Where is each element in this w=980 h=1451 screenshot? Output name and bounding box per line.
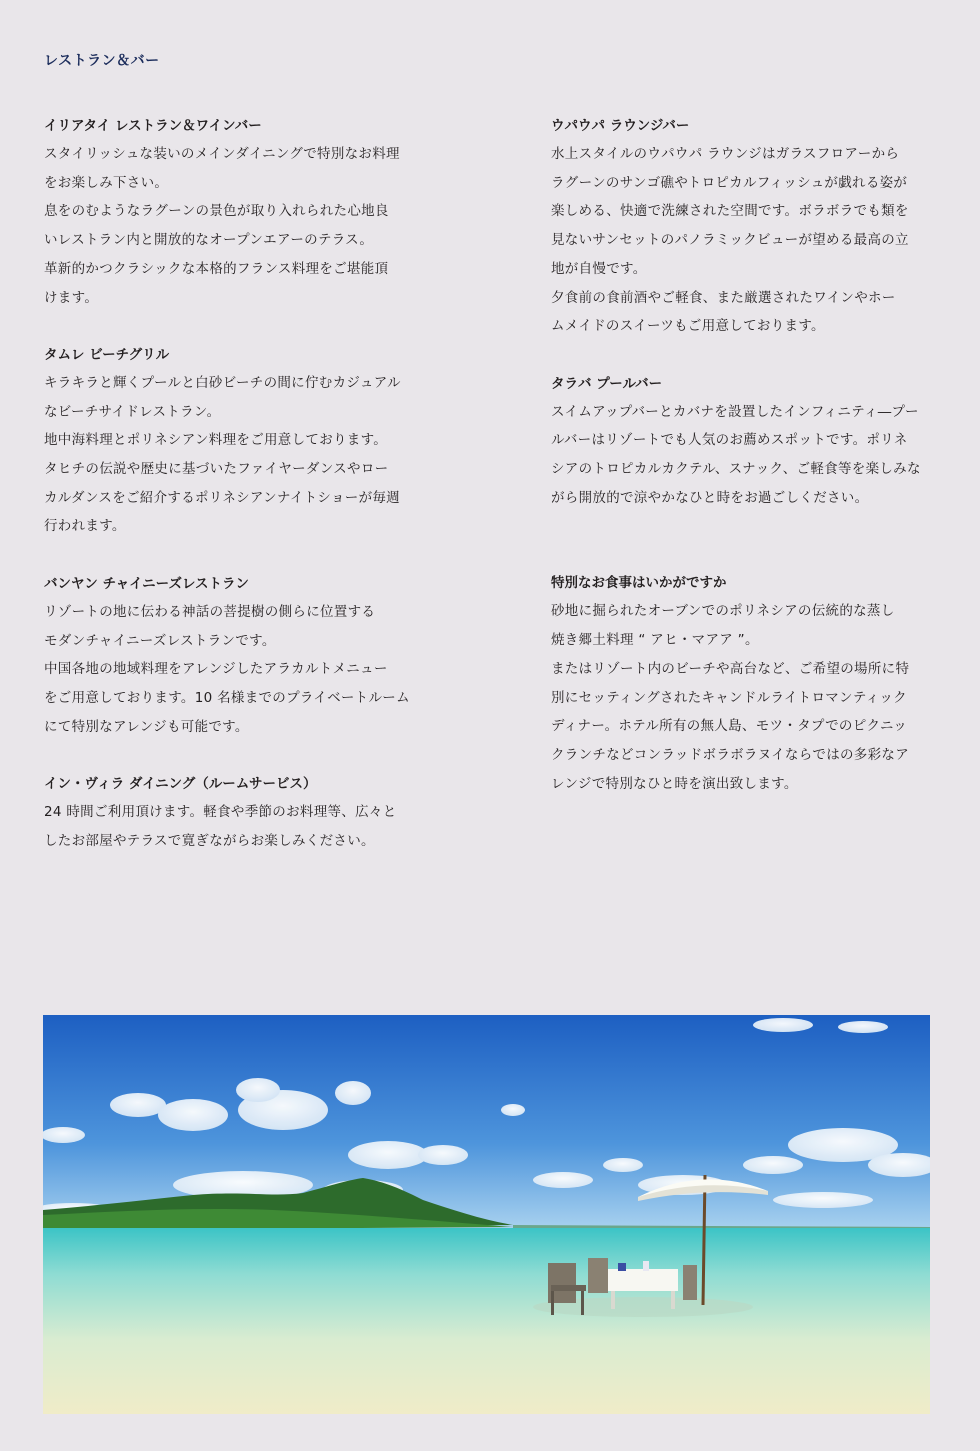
section-body <box>44 598 429 742</box>
text-line: 24 時間ご利用頂けます。軽食や季節のお料理等、広々と <box>44 804 397 821</box>
text-line: けます。 <box>44 289 99 306</box>
text-line: またはリゾート内のビーチや高台など、ご希望の場所に特 <box>551 660 910 677</box>
text-line: 中国各地の地域料理をアレンジしたアラカルトメニュー <box>44 661 388 678</box>
text-line: ムメイドのスイーツもご用意しております。 <box>551 318 825 335</box>
section-special-dining <box>551 569 936 798</box>
text-line: カルダンスをご紹介するポリネシアンナイトショーが毎週 <box>44 489 400 506</box>
section-title: バンヤン チャイニーズレストラン <box>44 575 250 592</box>
text-line: モダンチャイニーズレストランです。 <box>44 632 276 649</box>
section-iriatai <box>44 112 429 312</box>
left-column <box>44 112 429 855</box>
text-line: 夕食前の食前酒やご軽食、また厳選されたワインやホー <box>551 289 896 306</box>
text-line: クランチなどコンラッドボラボラヌイならではの多彩なア <box>551 746 909 763</box>
section-title: ウパウパ ラウンジバー <box>551 118 690 134</box>
text-line: いレストラン内と開放的なオープンエアーのテラス。 <box>44 232 374 249</box>
section-body <box>44 140 429 312</box>
section-title: タムレ ビーチグリル <box>44 346 170 363</box>
text-line: 息をのむようなラグーンの景色が取り入れられた心地良 <box>44 203 389 220</box>
section-taraba <box>551 370 936 513</box>
right-column <box>551 112 936 798</box>
section-tamure <box>44 341 429 541</box>
text-line: ルバーはリゾートでも人気のお薦めスポットです。ポリネ <box>551 432 908 449</box>
text-line: 革新的かつクラシックな本格的フランス料理をご堪能頂 <box>44 260 389 277</box>
text-line: 水上スタイルのウパウパ ラウンジはガラスフロアーから <box>551 146 900 162</box>
page-title: レストラン＆バー <box>44 53 160 69</box>
text-line: ラグーンのサンゴ礁やトロピカルフィッシュが戯れる姿が <box>551 174 908 191</box>
section-in-villa <box>44 770 429 855</box>
text-line: タヒチの伝説や歴史に基づいたファイヤーダンスやロー <box>44 461 389 478</box>
text-line: 地が自慢です。 <box>551 260 647 277</box>
section-body <box>551 140 936 341</box>
section-banyan <box>44 570 429 742</box>
text-line: キラキラと輝くプールと白砂ビーチの間に佇むカジュアル <box>44 374 401 391</box>
section-title: イリアタイ レストラン＆ワインバー <box>44 118 262 134</box>
text-line: ディナー。ホテル所有の無人島、モツ・タプでのピクニッ <box>551 718 908 735</box>
text-line: 楽しめる、快適で洗練された空間です。ボラボラでも類を <box>551 203 909 220</box>
section-title: タラバ プールバー <box>551 375 663 392</box>
section-title: 特別なお食事はいかがですか <box>551 575 727 592</box>
text-line: 地中海料理とポリネシアン料理をご用意しております。 <box>44 432 388 449</box>
text-line: したお部屋やテラスで寛ぎながらお楽しみください。 <box>44 832 375 849</box>
text-line: レンジで特別なひと時を演出致します。 <box>551 775 798 792</box>
text-line: 焼き郷土料理 “ アヒ・マアア ”。 <box>551 632 759 649</box>
text-line: なビーチサイドレストラン。 <box>44 403 221 420</box>
text-line: 見ないサンセットのパノラミックビューが望める最高の立 <box>551 232 909 249</box>
text-line: スタイリッシュな装いのメインダイニングで特別なお料理 <box>44 146 400 162</box>
text-line: シアのトロピカルカクテル、スナック、ご軽食等を楽しみな <box>551 461 921 478</box>
section-body <box>551 398 936 513</box>
text-line: にて特別なアレンジも可能です。 <box>44 718 249 735</box>
text-line: 砂地に掘られたオーブンでのポリネシアの伝統的な蒸し <box>551 603 895 620</box>
section-body <box>44 798 429 855</box>
section-body <box>44 369 429 541</box>
text-line: スイムアップバーとカバナを設置したインフィニティ―プー <box>551 403 919 420</box>
text-line: をご用意しております。10 名様までのプライベートルーム <box>44 689 410 706</box>
lagoon-photo-illustration <box>43 1015 930 1414</box>
section-title: イン・ヴィラ ダイニング（ルームサービス） <box>44 776 317 793</box>
lagoon-dining-photo <box>43 1015 930 1414</box>
text-line: をお楽しみ下さい。 <box>44 174 169 191</box>
section-body <box>551 597 936 798</box>
text-line: 行われます。 <box>44 518 126 535</box>
text-line: 別にセッティングされたキャンドルライトロマンティック <box>551 689 907 706</box>
text-line: がら開放的で涼やかなひと時をお過ごしください。 <box>551 489 869 506</box>
text-line: リゾートの地に伝わる神話の菩提樹の側らに位置する <box>44 603 376 620</box>
section-upa-upa <box>551 112 936 341</box>
